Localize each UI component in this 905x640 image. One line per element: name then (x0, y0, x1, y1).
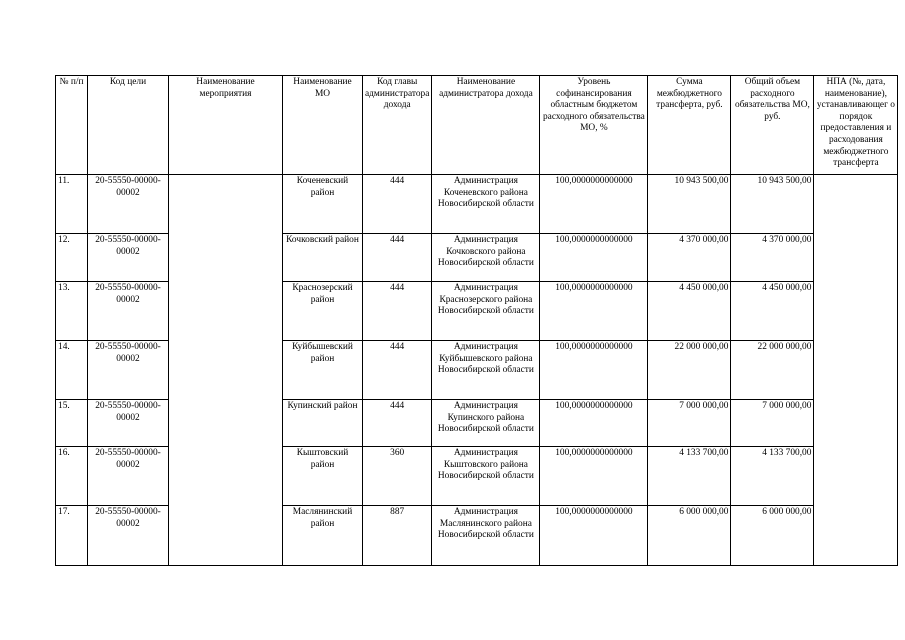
row-num: 17. (56, 506, 88, 566)
header-total-volume: Общий объем расходного обязательства МО, руб. (731, 76, 814, 175)
mo-name: Коченевский район (283, 175, 363, 234)
table-row (56, 175, 898, 234)
admin-name: Администрация Куйбышевского района Новосибирской области (432, 341, 540, 400)
transfer-table (55, 75, 898, 566)
cofin-level: 100,0000000000000 (540, 400, 648, 447)
goal-code: 20-55550-00000-00002 (88, 234, 169, 282)
row-num: 15. (56, 400, 88, 447)
total-volume: 22 000 000,00 (731, 341, 814, 400)
transfer-sum: 22 000 000,00 (648, 341, 731, 400)
goal-code: 20-55550-00000-00002 (88, 400, 169, 447)
header-admin-code: Код главы администратора дохода (363, 76, 432, 175)
header-admin-name: Наименование администратора дохода (432, 76, 540, 175)
admin-code: 444 (363, 341, 432, 400)
admin-code: 444 (363, 400, 432, 447)
admin-code: 444 (363, 234, 432, 282)
row-num: 16. (56, 447, 88, 506)
cofin-level: 100,0000000000000 (540, 506, 648, 566)
admin-name: Администрация Маслянинского района Новосибирской области (432, 506, 540, 566)
cofin-level: 100,0000000000000 (540, 175, 648, 234)
total-volume: 4 370 000,00 (731, 234, 814, 282)
goal-code: 20-55550-00000-00002 (88, 341, 169, 400)
goal-code: 20-55550-00000-00002 (88, 282, 169, 341)
transfer-sum: 10 943 500,00 (648, 175, 731, 234)
header-row (56, 76, 898, 175)
admin-code: 444 (363, 282, 432, 341)
admin-name: Администрация Купинского района Новосибирской области (432, 400, 540, 447)
goal-code: 20-55550-00000-00002 (88, 175, 169, 234)
admin-name: Администрация Кочковского района Новосибирской области (432, 234, 540, 282)
header-mo-name: Наименование МО (283, 76, 363, 175)
header-goal-code: Код цели (88, 76, 169, 175)
row-num: 12. (56, 234, 88, 282)
cofin-level: 100,0000000000000 (540, 447, 648, 506)
admin-name: Администрация Краснозерского района Новосибирской области (432, 282, 540, 341)
total-volume: 6 000 000,00 (731, 506, 814, 566)
goal-code: 20-55550-00000-00002 (88, 447, 169, 506)
header-transfer-sum: Сумма межбюджетного трансферта, руб. (648, 76, 731, 175)
mo-name: Куйбышевский район (283, 341, 363, 400)
transfer-sum: 7 000 000,00 (648, 400, 731, 447)
admin-code: 360 (363, 447, 432, 506)
row-num: 13. (56, 282, 88, 341)
mo-name: Краснозерский район (283, 282, 363, 341)
total-volume: 4 133 700,00 (731, 447, 814, 506)
goal-code: 20-55550-00000-00002 (88, 506, 169, 566)
mo-name: Купинский район (283, 400, 363, 447)
transfer-sum: 6 000 000,00 (648, 506, 731, 566)
event-name-cell (169, 175, 283, 566)
transfer-sum: 4 370 000,00 (648, 234, 731, 282)
admin-name: Администрация Коченевского района Новосибирской области (432, 175, 540, 234)
total-volume: 7 000 000,00 (731, 400, 814, 447)
admin-name: Администрация Кыштовского района Новосибирской области (432, 447, 540, 506)
mo-name: Маслянинский район (283, 506, 363, 566)
cofin-level: 100,0000000000000 (540, 282, 648, 341)
admin-code: 444 (363, 175, 432, 234)
header-num: № п/п (56, 76, 88, 175)
mo-name: Кочковский район (283, 234, 363, 282)
header-event-name: Наименование мероприятия (169, 76, 283, 175)
npa-cell (814, 175, 898, 566)
total-volume: 4 450 000,00 (731, 282, 814, 341)
total-volume: 10 943 500,00 (731, 175, 814, 234)
transfer-sum: 4 133 700,00 (648, 447, 731, 506)
cofin-level: 100,0000000000000 (540, 341, 648, 400)
transfer-sum: 4 450 000,00 (648, 282, 731, 341)
admin-code: 887 (363, 506, 432, 566)
row-num: 11. (56, 175, 88, 234)
mo-name: Кыштовский район (283, 447, 363, 506)
header-cofin-level: Уровень софинансирования областным бюджетом расходного обязательства МО, % (540, 76, 648, 175)
cofin-level: 100,0000000000000 (540, 234, 648, 282)
row-num: 14. (56, 341, 88, 400)
header-npa: НПА (№, дата, наименование), устанавливающег о порядок предоставления и расходования межбюджетного трансферта (814, 76, 898, 175)
